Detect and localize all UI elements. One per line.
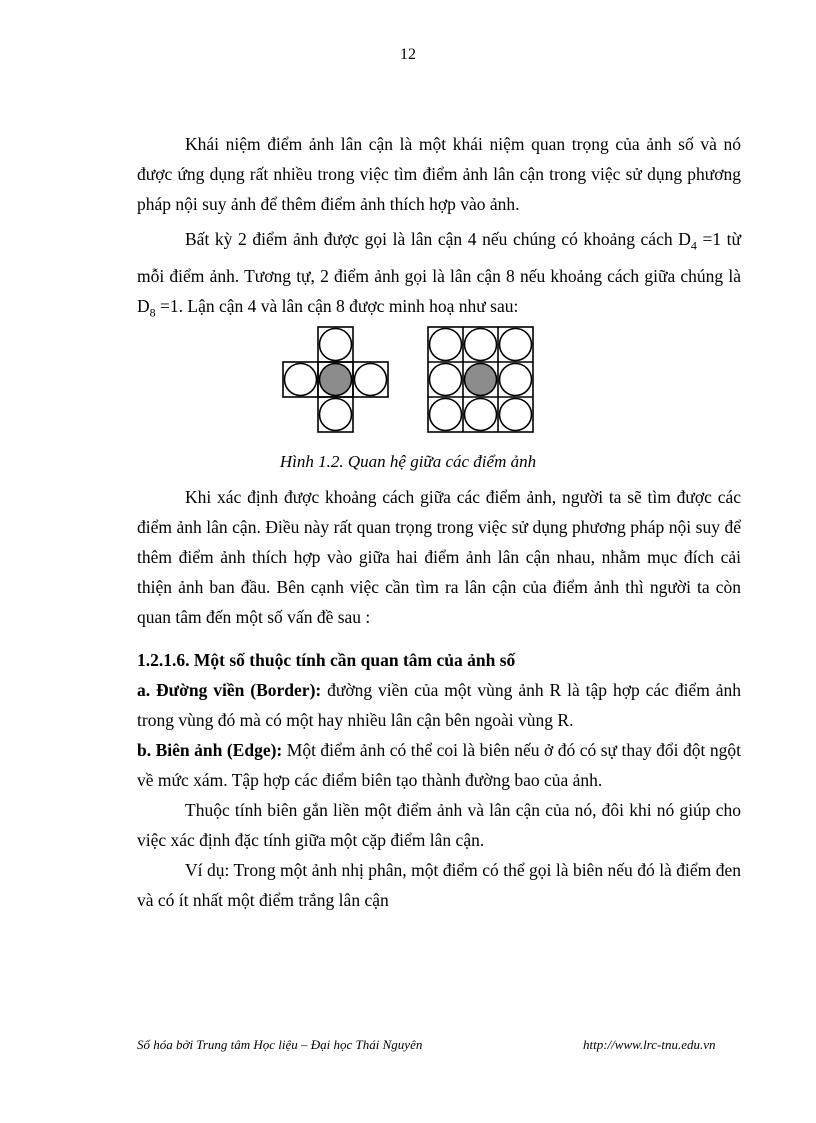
text-fragment: =1. Lận cận 4 và lân cận 8 được minh hoạ như sau: [155, 295, 519, 316]
edge-term: b. Biên ảnh (Edge): [137, 740, 283, 760]
center-pixel [465, 364, 497, 396]
intro-paragraph [137, 129, 741, 219]
neighbor-pixel [285, 364, 317, 396]
page-number: 12 [400, 46, 416, 63]
neighbor-pixel [355, 364, 387, 396]
section-heading: 1.2.1.6. Một số thuộc tính cần quan tâm của ảnh số [137, 650, 516, 670]
neighbor-pixel [500, 399, 532, 431]
neighbor-pixel [430, 329, 462, 361]
neighbor-pixel [320, 399, 352, 431]
four-neighborhood-diagram [283, 327, 388, 432]
eight-neighborhood-diagram [428, 327, 533, 432]
border-definition: đường viền của một vùng ảnh R là tập hợp các điểm ảnh trong vùng đó mà có một hay nhiều lân cận bên ngoài vùng R. [137, 680, 741, 730]
text-fragment: =1 từ mỗi điểm ảnh. Tương tự, 2 điểm ảnh gọi là lân cận 8 nếu khoảng cách giữa chúng là D [137, 229, 742, 316]
neighbor-pixel [430, 399, 462, 431]
footer-source: Số hóa bởi Trung tâm Học liệu – Đại học Thái Nguyên [137, 1037, 423, 1052]
border-term: a. Đường viền (Border): [137, 680, 322, 700]
subscript-d4: 4 [690, 238, 697, 253]
distance-paragraph-block [137, 224, 741, 327]
neighbor-pixel [465, 329, 497, 361]
paragraph-neighbor-importance: Khi xác định được khoảng cách giữa các điểm ảnh, người ta sẽ tìm được các điểm ảnh lân cận. Điều này rất quan trọng trong việc sử dụng phương pháp nội suy để thêm điểm ảnh thích hợp vào giữa hai điểm ảnh lân cận nhau, nhằm mục đích cải thiện ảnh ban đầu. Bên cạnh việc cần tìm ra lân cận của điểm ảnh thì người ta còn quan tâm đến một số vấn đề sau : [137, 487, 741, 627]
neighbor-pixel [500, 364, 532, 396]
subscript-d8: 8 [149, 305, 156, 319]
footer-url[interactable]: http://www.lrc-tnu.edu.vn [583, 1037, 716, 1052]
paragraph-neighbor-distance [137, 224, 741, 327]
edge-definition: Một điểm ảnh có thể coi là biên nếu ở đó có sự thay đổi đột ngột về mức xám. Tập hợp các điểm biên tạo thành đường bao của ảnh. [137, 740, 742, 790]
neighbor-pixel [465, 399, 497, 431]
neighbor-pixel [500, 329, 532, 361]
figure-caption: Hình 1.2. Quan hệ giữa các điểm ảnh [279, 452, 537, 471]
neighbors-importance-block [137, 482, 741, 632]
paragraph-edge-property: Thuộc tính biên gắn liền một điểm ảnh và lân cận của nó, đôi khi nó giúp cho việc xác định đặc tính giữa một cặp điểm lân cận. [137, 800, 741, 850]
paragraph-edge [137, 735, 741, 795]
neighborhood-figure [280, 326, 540, 436]
paragraph-example: Ví dụ: Trong một ảnh nhị phân, một điểm có thể gọi là biên nếu đó là điểm đen và có ít nhất một điểm trắng lân cận [137, 860, 741, 910]
text-fragment: Bất kỳ 2 điểm ảnh được gọi là lân cận 4 nếu chúng có khoảng cách D [185, 229, 691, 249]
center-pixel [320, 364, 352, 396]
neighbor-pixel [430, 364, 462, 396]
paragraph-neighbor-concept: Khái niệm điểm ảnh lân cận là một khái niệm quan trọng của ảnh số và nó được ứng dụng rất nhiều trong việc tìm điểm ảnh lân cận trong việc sử dụng phương pháp nội suy ảnh để thêm điểm ảnh thích hợp vào ảnh. [137, 134, 741, 214]
neighbor-pixel [320, 329, 352, 361]
properties-section [137, 645, 741, 915]
paragraph-border [137, 675, 741, 735]
